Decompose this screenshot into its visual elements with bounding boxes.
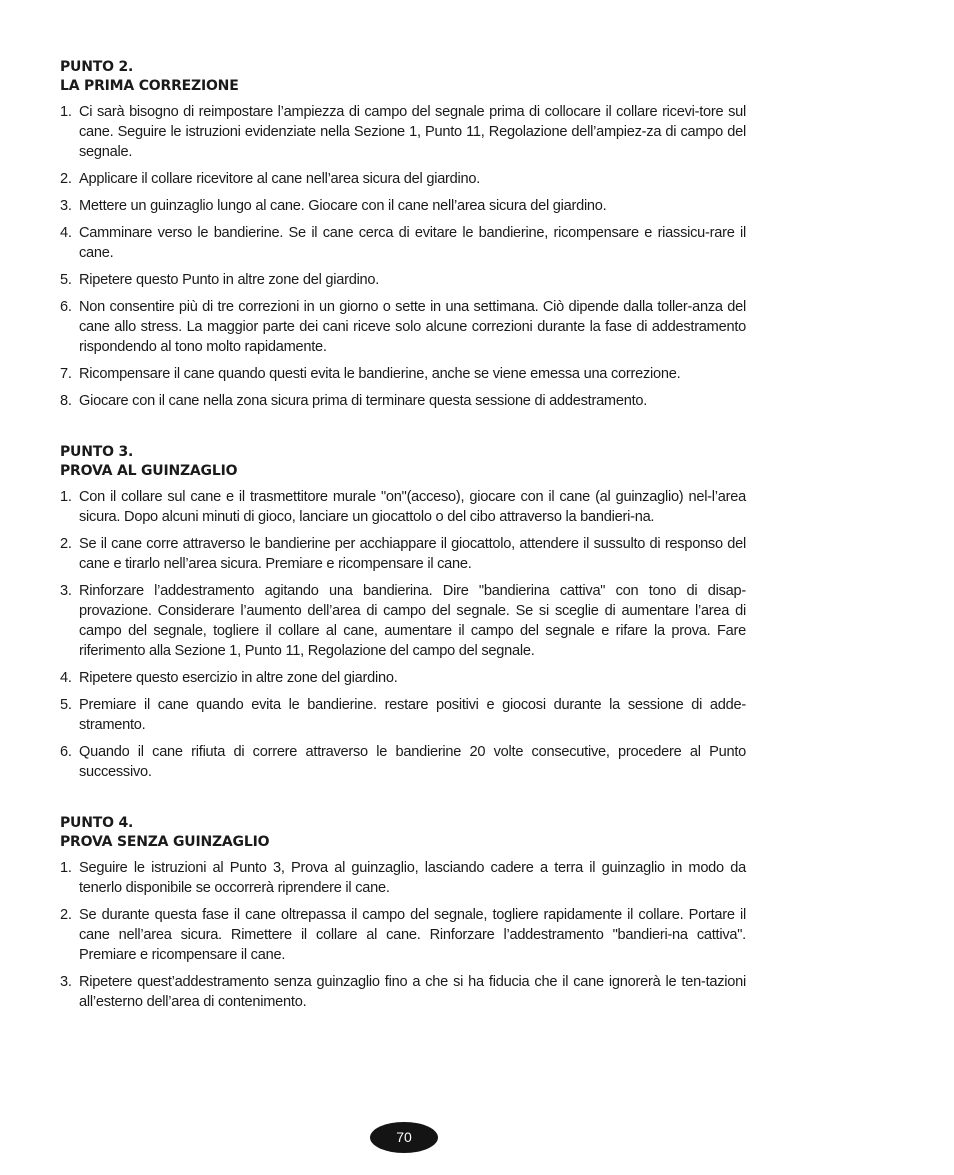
list-item: 3. Mettere un guinzaglio lungo al cane. Giocare con il cane nell’area sicura del giardino.	[60, 198, 607, 214]
list-item: 6. Quando il cane rifiuta di correre attraverso le bandierine 20 volte consecutive, procedere al Punto successivo.	[60, 744, 746, 780]
list-item: 8. Giocare con il cane nella zona sicura prima di terminare questa sessione di addestramento.	[60, 393, 648, 409]
page-content	[60, 58, 746, 1044]
list-item: 3. Ripetere quest’addestramento senza guinzaglio fino a che si ha fiducia che il cane ignorerà le ten-tazioni all’esterno dell’area di contenimento.	[60, 974, 746, 1010]
list-item: 5. Premiare il cane quando evita le bandierine. restare positivi e giocosi durante la sessione di adde-stramento.	[60, 697, 746, 733]
list-item: 4. Camminare verso le bandierine. Se il cane cerca di evitare le bandierine, ricompensare e riassicu-rare il cane.	[60, 225, 746, 261]
page-number: 70	[370, 1122, 438, 1153]
instruction-list	[60, 858, 746, 1012]
section-title: PROVA AL GUINZAGLIO	[60, 463, 238, 479]
section-punto-2	[60, 58, 746, 411]
list-item: 4. Ripetere questo esercizio in altre zone del giardino.	[60, 670, 398, 686]
list-item: 5. Ripetere questo Punto in altre zone del giardino.	[60, 272, 380, 288]
section-title: PROVA SENZA GUINZAGLIO	[60, 834, 270, 850]
section-step: PUNTO 4.	[60, 815, 134, 831]
list-item: 2. Applicare il collare ricevitore al cane nell’area sicura del giardino.	[60, 171, 481, 187]
list-item: 2. Se durante questa fase il cane oltrepassa il campo del segnale, togliere rapidamente il collare. Portare il cane nell’area sicura. Rimettere il collare al cane. Rinforzare l’addestramento "bandieri-na cattiva". Premiare e ricompensare il cane.	[60, 907, 746, 963]
list-item: 7. Ricompensare il cane quando questi evita le bandierine, anche se viene emessa una correzione.	[60, 366, 681, 382]
instruction-list	[60, 102, 746, 411]
list-item: 3. Rinforzare l’addestramento agitando una bandierina. Dire "bandierina cattiva" con tono di disap-provazione. Considerare l’aumento dell’area di campo del segnale. Se si sceglie di aumentare l’area di campo del segnale, togliere il collare al cane, aumentare il campo del segnale e rifare la prova. Fare riferimento alla Sezione 1, Punto 11, Regolazione del campo del segnale.	[60, 583, 746, 659]
list-item: 6. Non consentire più di tre correzioni in un giorno o sette in una settimana. Ciò dipende dalla toller-anza del cane allo stress. La maggior parte dei cani riceve solo alcune correzioni durante la fase di addestramento rispondendo al tono molto rapidamente.	[60, 299, 746, 355]
section-punto-3	[60, 443, 746, 782]
section-punto-4	[60, 814, 746, 1012]
section-title: LA PRIMA CORREZIONE	[60, 78, 239, 94]
list-item: 1. Con il collare sul cane e il trasmettitore murale "on"(acceso), giocare con il cane (al guinzaglio) nel-l’area sicura. Dopo alcuni minuti di gioco, lanciare un giocattolo o del cibo attraverso la bandieri-na.	[60, 489, 746, 525]
section-step: PUNTO 3.	[60, 444, 134, 460]
list-item: 1. Ci sarà bisogno di reimpostare l’ampiezza di campo del segnale prima di collocare il collare ricevi-tore sul cane. Seguire le istruzioni evidenziate nella Sezione 1, Punto 11, Regolazione dell’ampiez-za di campo del segnale.	[60, 104, 746, 160]
list-item: 1. Seguire le istruzioni al Punto 3, Prova al guinzaglio, lasciando cadere a terra il guinzaglio in modo da tenerlo disponibile se occorrerà riprendere il cane.	[60, 860, 746, 896]
section-step: PUNTO 2.	[60, 59, 134, 75]
instruction-list	[60, 487, 746, 782]
list-item: 2. Se il cane corre attraverso le bandierine per acchiappare il giocattolo, attendere il sussulto di responso del cane e tirarlo nell’area sicura. Premiare e ricompensare il cane.	[60, 536, 746, 572]
